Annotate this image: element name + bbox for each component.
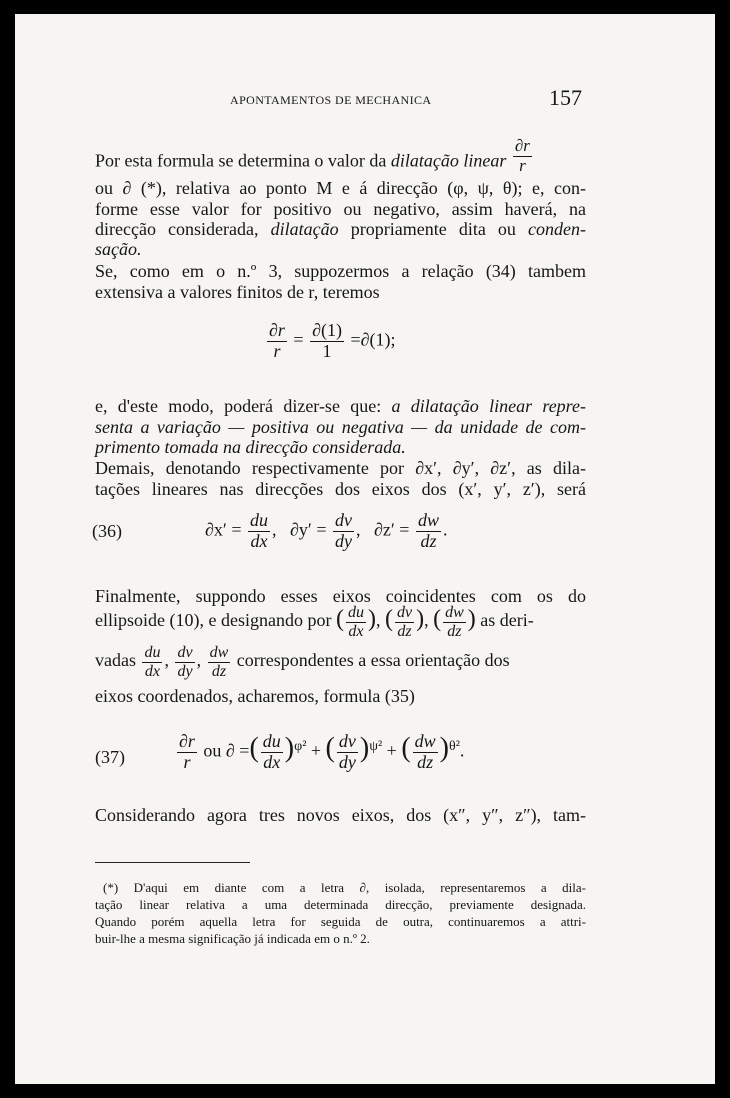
equation-37-label: (37)	[95, 747, 125, 767]
footnote-line4: buir-lhe a mesma significação já indicada em o n.º 2.	[95, 931, 370, 946]
equation-36: ∂x′ = $\frac{du}{dx}$ , ∂y′ = $\frac{dv}{dy}$ , ∂z′ = $\frac{dw}{dz}$ .	[205, 510, 448, 551]
para2-line2: extensiva a valores finitos de r, teremos	[95, 282, 380, 302]
para1-line2: ou ∂ (*), relativa ao ponto M e á direcção (φ, ψ, θ); e, con-	[95, 178, 586, 198]
para1-line1: Por esta formula se determina o valor da dilatação linear $\frac{\partial r}{r}$	[95, 136, 530, 175]
para3-line1: e, d'este modo, poderá dizer-se que: a dilatação linear repre-	[95, 396, 587, 416]
footnote-line1: (*) D'aqui em diante com a letra ∂, isolada, representaremos a dila-	[103, 880, 586, 895]
para5-line3: vadas $\frac{du}{dx}$ , $\frac{dv}{dy}$ , $\frac{dw}{dz}$ correspondentes a essa orientação dos	[95, 644, 510, 680]
page	[15, 14, 715, 1084]
para3-line3: primento tomada na direcção considerada.	[95, 437, 406, 457]
running-title: APONTAMENTOS DE MECHANICA	[230, 93, 432, 107]
para2-line1: Se, como em o n.º 3, suppozermos a relação (34) tambem	[95, 261, 586, 281]
para4-line1: Demais, denotando respectivamente por ∂x′, ∂y′, ∂z′, as dila-	[95, 458, 586, 478]
para1-line3: forme esse valor for positivo ou negativo, assim haverá, na	[95, 199, 586, 219]
para4-line2: tações lineares nas direcções dos eixos dos (x′, y′, z′), será	[95, 479, 586, 499]
equation-dilatation: $\frac{\partial r}{r}$ = $\frac{\partial(1)}{1}$ =∂(1);	[269, 320, 396, 361]
footnote-line3: Quando porém aquella letra for seguida de outra, continuaremos a attri-	[95, 914, 586, 929]
footnote-line2: tação linear relativa a uma determinada direcção, previamente designada.	[95, 897, 586, 912]
para1-line4: direcção considerada, dilatação propriamente dita ou conden-	[95, 219, 587, 239]
equation-37: $\frac{\partial r}{r}$ ou ∂ =( $\frac{du}{dx}$ )$^{\varphi^2}$ + ( $\frac{dv}{dy}$ )$^{\psi^2}$ + ( $\frac{dw}{dz}$ )$^{\theta^2}$.	[179, 731, 465, 772]
para5-line4: eixos coordenados, acharemos, formula (35)	[95, 686, 415, 706]
equation-36-label: (36)	[92, 521, 122, 541]
para6-line1: Considerando agora tres novos eixos, dos (x″, y″, z″), tam-	[95, 805, 586, 825]
para3-line2: senta a variação — positiva ou negativa — da unidade de com-	[95, 417, 586, 437]
page-number: 157	[549, 85, 582, 110]
footnote-rule	[95, 862, 250, 863]
para1-line5: sação.	[95, 239, 142, 259]
para5-line2: ellipsoide (10), e designando por ( $\frac{du}{dx}$ ), ( $\frac{dv}{dz}$ ), ( $\frac{dw}{dz}$ ) as deri-	[95, 604, 534, 640]
para5-line1: Finalmente, suppondo esses eixos coincidentes com os do	[95, 586, 586, 606]
